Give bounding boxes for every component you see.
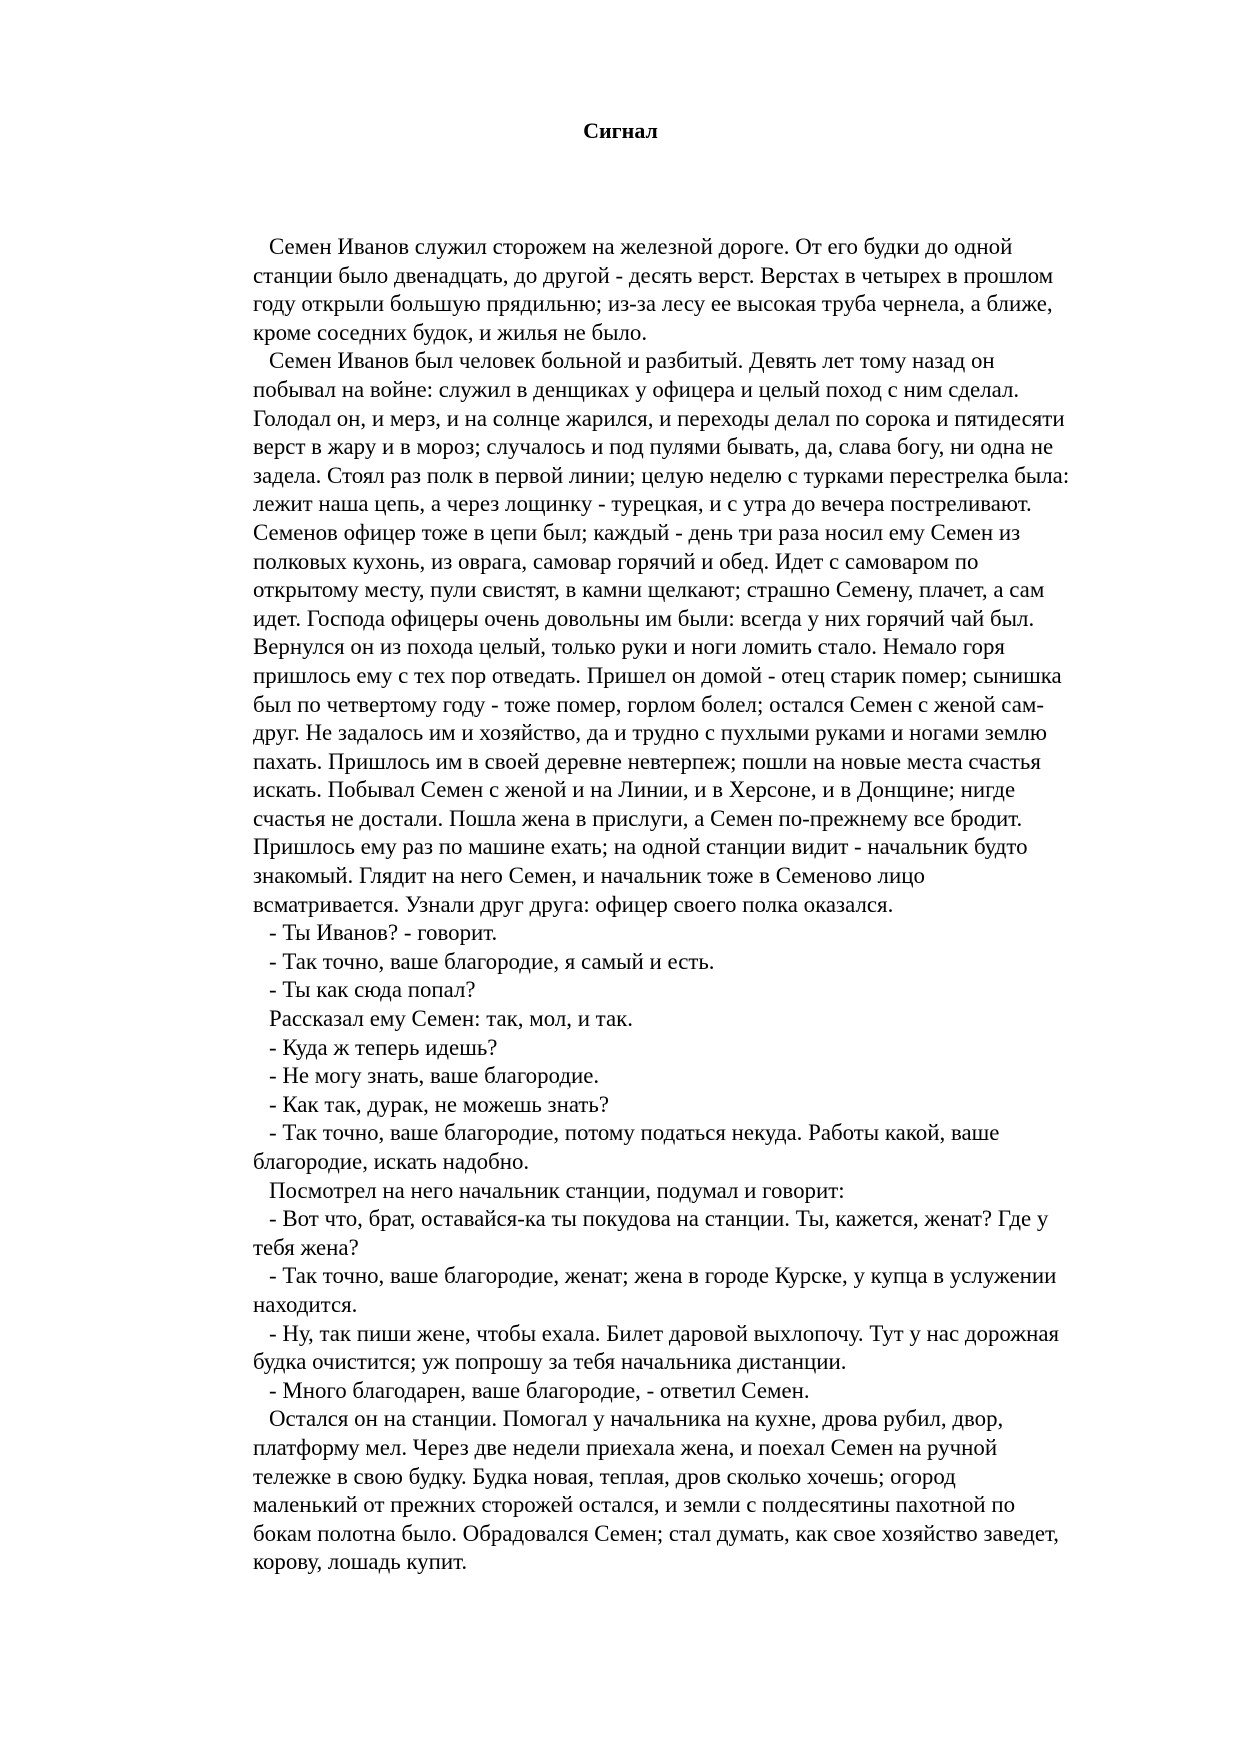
text-line: знакомый. Глядит на него Семен, и начальник тоже в Семеново лицо [253,863,925,889]
text-line: - Не могу знать, ваше благородие. [269,1063,600,1089]
text-line: благородие, искать надобно. [253,1149,530,1174]
text-line: Рассказал ему Семен: так, мол, и так. [269,1006,633,1032]
text-line: лежит наша цепь, а через лощинку - турецкая, и с утра до вечера постреливают. [253,491,1032,517]
text-line: Голодал он, и мерз, и на солнце жарился, и переходы делал по сорока и пятидесяти [253,405,1065,431]
text-line: был по четвертому году - тоже помер, горлом болел; остался Семен с женой сам- [253,691,1044,717]
text-line: бокам полотна было. Обрадовался Семен; стал думать, как свое хозяйство заведет, [253,1520,1060,1546]
text-line: друг. Не задалось им и хозяйство, да и трудно с пухлыми руками и ногами землю [253,720,1047,746]
text-line: Вернулся он из похода целый, только руки и ноги ломить стало. Немало горя [253,634,1005,660]
text-line: - Ты Иванов? - говорит. [269,920,498,946]
text-line: Пришлось ему раз по машине ехать; на одной станции видит - начальник будто [253,834,1028,860]
text-line: будка очистится; уж попрошу за тебя начальника дистанции. [253,1349,847,1375]
text-line: счастья не достали. Пошла жена в прислуги, а Семен по-прежнему все бродит. [253,805,1023,831]
text-line: верст в жару и в мороз; случалось и под пулями бывать, да, слава богу, ни одна не [253,434,1054,460]
text-line: маленький от прежних сторожей остался, и земли с полдесятины пахотной по [253,1492,1016,1518]
text-line: - Так точно, ваше благородие, потому податься некуда. Работы какой, ваше [269,1120,1000,1146]
text-line: платформу мел. Через две недели приехала жена, и поехал Семен на ручной [253,1434,998,1460]
text-line: пришлось ему с тех пор отведать. Пришел он домой - отец старик помер; сынишка [253,662,1062,688]
text-line: пахать. Пришлось им в своей деревне невтерпеж; пошли на новые места счастья [253,748,1041,774]
text-line: - Куда ж теперь идешь? [269,1034,498,1060]
text-line: Посмотрел на него начальник станции, подумал и говорит: [269,1177,845,1203]
text-line: Семен Иванов служил сторожем на железной дороге. От его будки до одной [269,234,1013,259]
text-line: открытому месту, пули свистят, в камни щелкают; страшно Семену, плачет, а сам [253,577,1045,603]
text-line: году открыли большую прядильню; из-за лесу ее высокая труба чернела, а ближе, [253,291,1053,317]
text-line: - Как так, дурак, не можешь знать? [269,1091,610,1117]
text-line: станции было двенадцать, до другой - десять верст. Верстах в четырех в прошлом [253,262,1054,288]
text-line: побывал на войне: служил в денщиках у офицера и целый поход с ним сделал. [253,376,1020,402]
text-line: - Ну, так пиши жене, чтобы ехала. Билет даровой выхлопочу. Тут у нас дорожная [269,1320,1060,1346]
text-line: задела. Стоял раз полк в первой линии; целую неделю с турками перестрелка была: [253,462,1070,488]
text-line: полковых кухонь, из оврага, самовар горячий и обед. Идет с самоваром по [253,548,979,574]
text-line: - Вот что, брат, оставайся-ка ты покудова на станции. Ты, кажется, женат? Где у [269,1206,1049,1232]
text-line: - Так точно, ваше благородие, женат; жена в городе Курске, у купца в услужении [269,1263,1057,1289]
text-line: - Ты как сюда попал? [269,977,476,1003]
text-line: - Много благодарен, ваше благородие, - ответил Семен. [269,1377,810,1403]
text-line: всматривается. Узнали друг друга: офицер своего полка оказался. [253,891,894,917]
text-line: искать. Побывал Семен с женой и на Линии, и в Херсоне, и в Донщине; нигде [253,777,1016,803]
text-line: находится. [253,1291,358,1317]
document-title: Сигнал [583,118,658,143]
text-line: кроме соседних будок, и жилья не было. [253,319,648,345]
document-body [253,233,1145,1577]
text-line: Остался он на станции. Помогал у начальника на кухне, дрова рубил, двор, [269,1406,1004,1432]
text-line: тележке в свою будку. Будка новая, теплая, дров сколько хочешь; огород [253,1463,956,1489]
text-line: Семенов офицер тоже в цепи был; каждый - день три раза носил ему Семен из [253,519,1021,545]
text-line: идет. Господа офицеры очень довольны им были: всегда у них горячий чай был. [253,605,1035,631]
text-line: Семен Иванов был человек больной и разбитый. Девять лет тому назад он [269,348,995,374]
text-line: корову, лошадь купит. [253,1549,468,1575]
text-line: тебя жена? [253,1234,359,1260]
text-line: - Так точно, ваше благородие, я самый и есть. [269,948,715,974]
